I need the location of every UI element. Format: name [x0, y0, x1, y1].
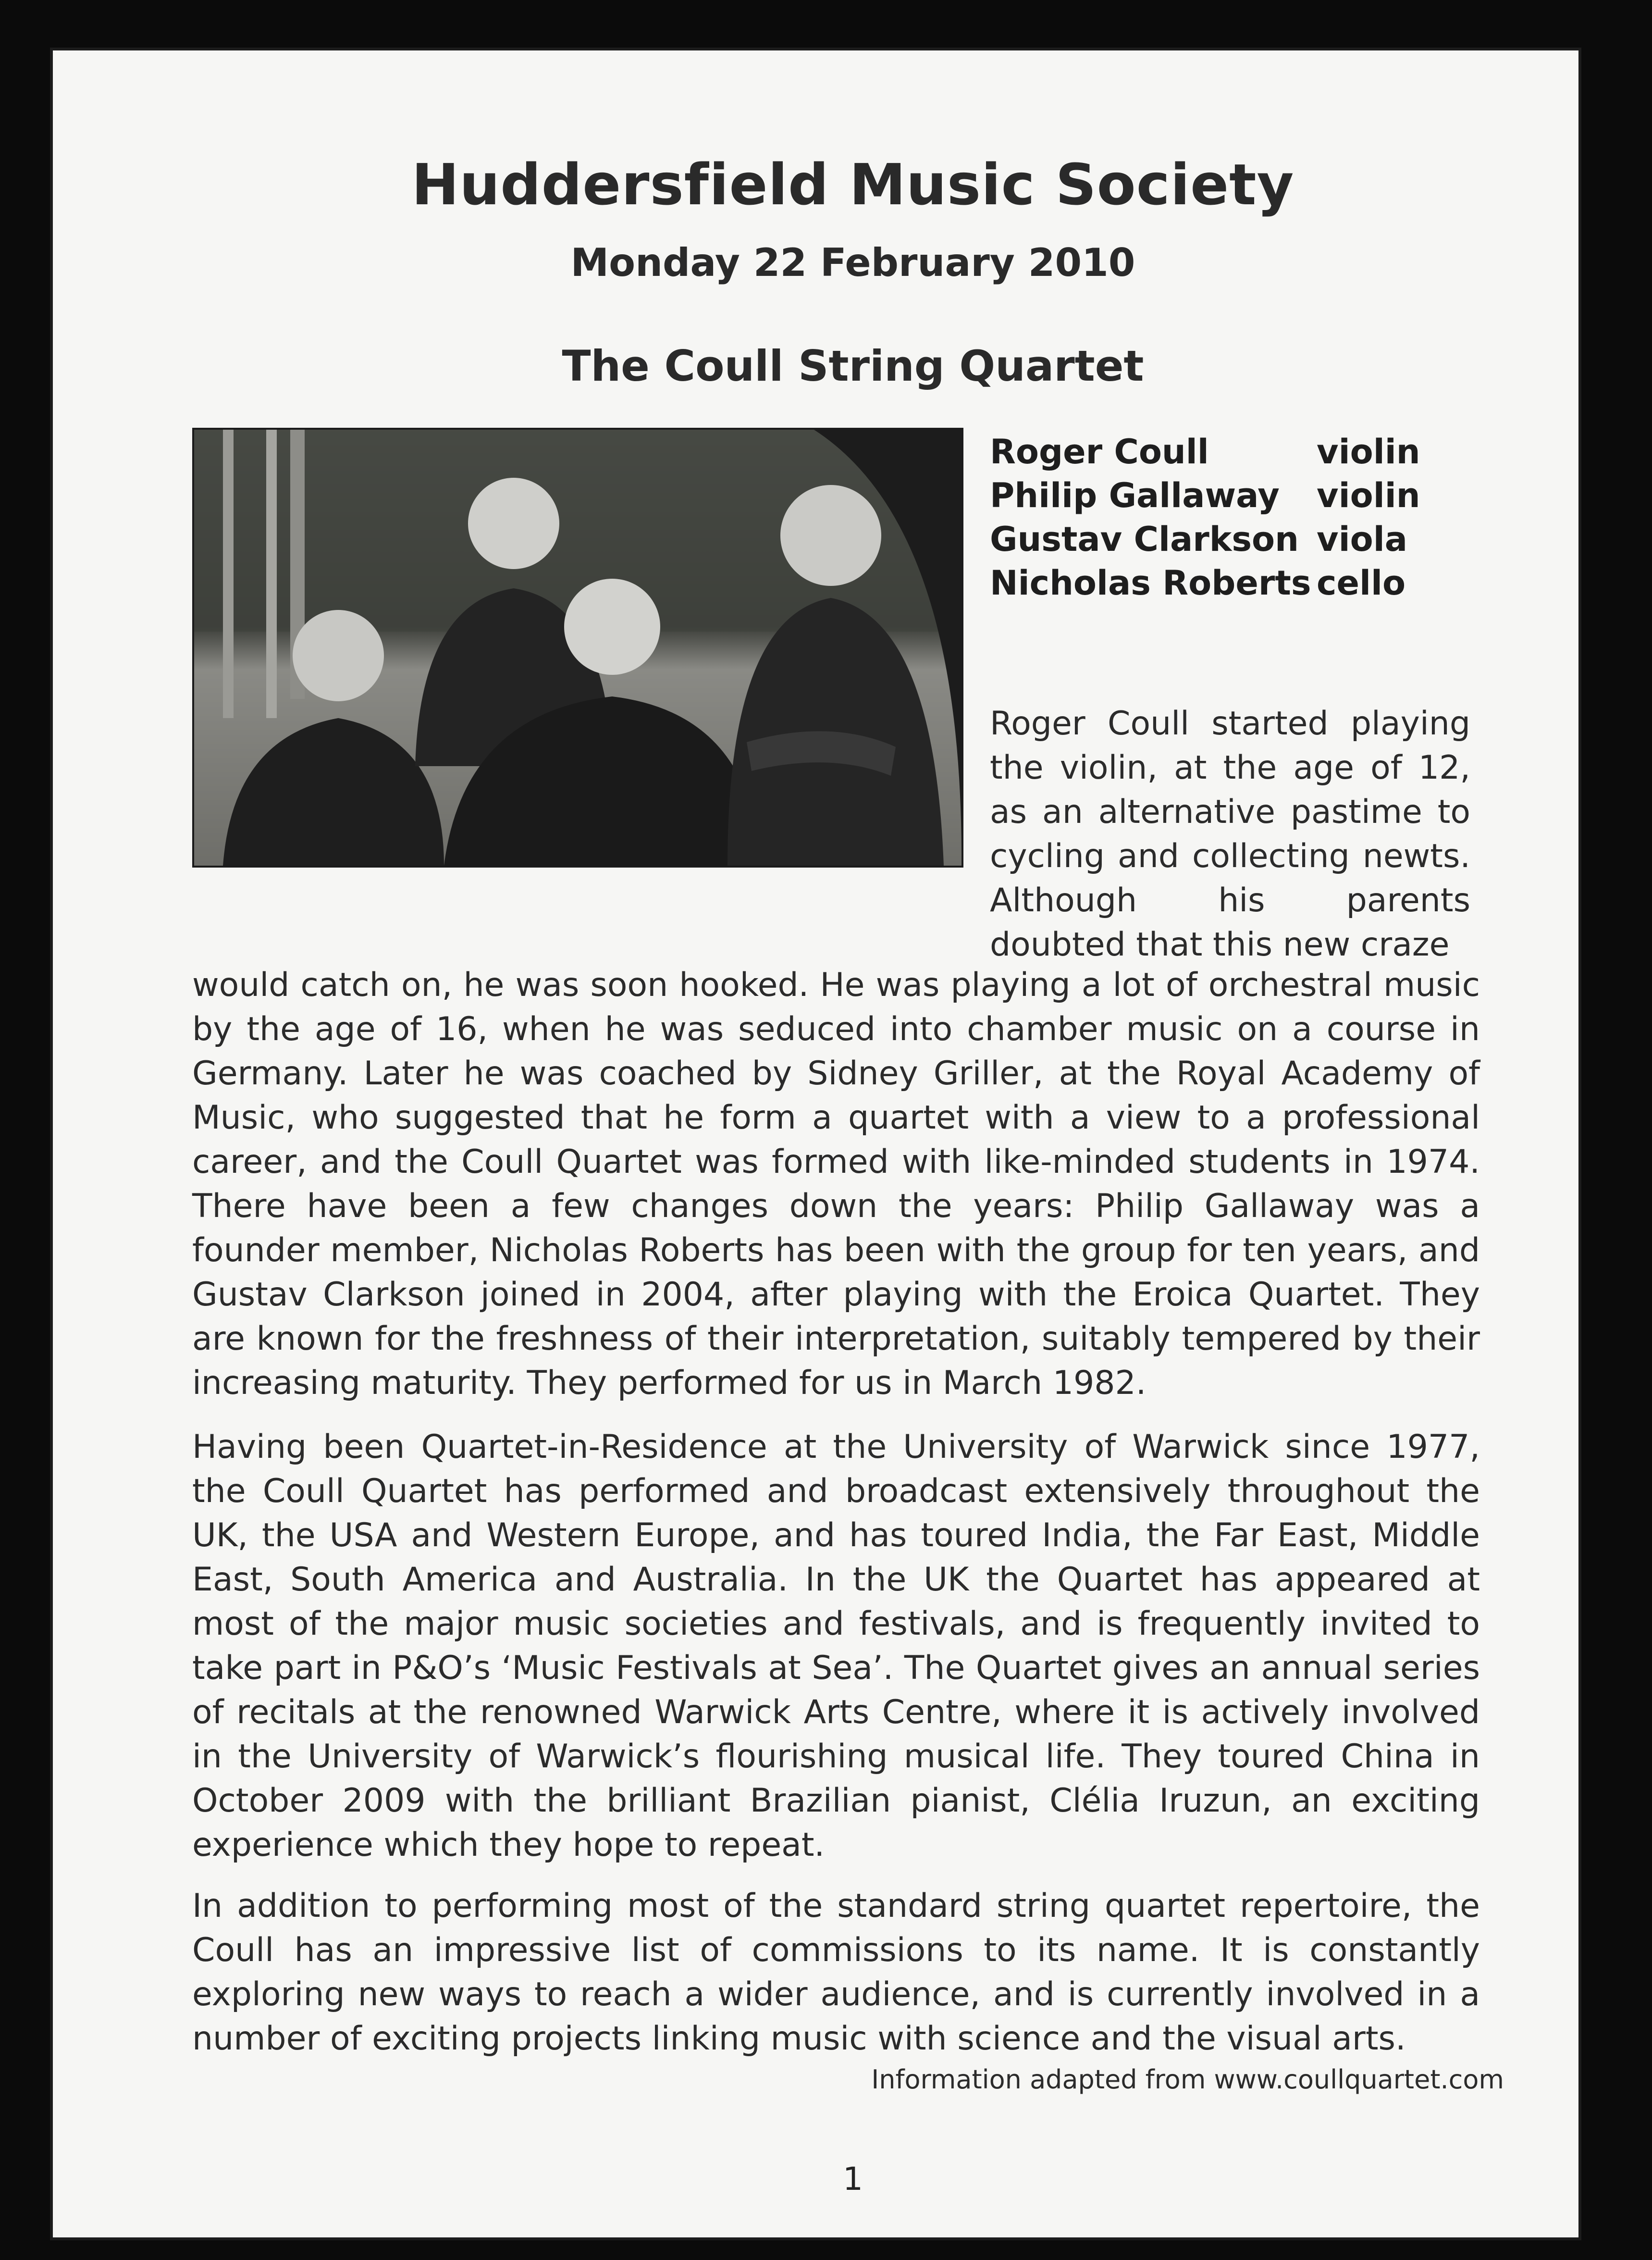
- performer-name: Gustav Clarkson: [990, 520, 1299, 559]
- roster-row: [990, 518, 1470, 561]
- performer-roster: [990, 430, 1470, 605]
- biography-paragraph-repertoire: In addition to performing most of the standard string quartet repertoire, the Coull has an impressive list of commissions to its name. It is constantly exploring new ways to reach a wider audience, and is currently involved in a number of exciting projects linking music with science and the visual arts.: [192, 1887, 1480, 2058]
- roster-row: [990, 474, 1470, 518]
- biography-paragraph-intro: Roger Coull started playing the violin, at the age of 12, as an alternative pastime to cycling and collecting newts. Although his parents doubted that this new craze: [990, 705, 1470, 964]
- performer-instrument: viola: [1317, 520, 1407, 559]
- document-page: [53, 50, 1578, 2237]
- quartet-photo: [192, 428, 963, 868]
- page-content: [192, 50, 1514, 2237]
- source-credit: Information adapted from www.coullquartet.com: [871, 2064, 1504, 2095]
- page-number: 1: [843, 2161, 863, 2198]
- concert-date: Monday 22 February 2010: [570, 240, 1135, 285]
- quartet-photo-icon: [194, 430, 962, 866]
- performer-name: Roger Coull: [990, 432, 1209, 472]
- performer-instrument: cello: [1317, 563, 1406, 603]
- performer-name: Nicholas Roberts: [990, 563, 1311, 603]
- performer-name: Philip Gallaway: [990, 476, 1280, 515]
- society-title: Huddersfield Music Society: [411, 151, 1294, 218]
- roster-row: [990, 430, 1470, 474]
- ensemble-title: The Coull String Quartet: [562, 341, 1144, 391]
- performer-instrument: violin: [1317, 476, 1420, 515]
- roster-row: [990, 561, 1470, 605]
- biography-paragraph-residence: Having been Quartet-in-Residence at the University of Warwick since 1977, the Coull Quartet has performed and broadcast extensively throughout the UK, the USA and Western Europe, and has toured India, the Far East, Middle East, South America and Australia. In the UK the Quartet has appeared at most of the major music societies and festivals, and is frequently invited to take part in P&O’s ‘Music Festivals at Sea’. The Quartet gives an annual series of recitals at the renowned Warwick Arts Centre, where it is actively involved in the University of Warwick’s flourishing musical life. They toured China in October 2009 with the brilliant Brazilian pianist, Clélia Iruzun, an exciting experience which they hope to repeat.: [192, 1428, 1480, 1864]
- biography-paragraph-continued: would catch on, he was soon hooked. He was playing a lot of orchestral music by the age of 16, when he was seduced into chamber music on a course in Germany. Later he was coached by Sidney Griller, at the Royal Academy of Music, who suggested that he form a quartet with a view to a professional career, and the Coull Quartet was formed with like-minded students in 1974. There have been a few changes down the years: Philip Gallaway was a founder member, Nicholas Roberts has been with the group for ten years, and Gustav Clarkson joined in 2004, after playing with the Eroica Quartet. They are known for the freshness of their interpretation, suitably tempered by their increasing maturity. They performed for us in March 1982.: [192, 966, 1480, 1402]
- performer-instrument: violin: [1317, 432, 1420, 472]
